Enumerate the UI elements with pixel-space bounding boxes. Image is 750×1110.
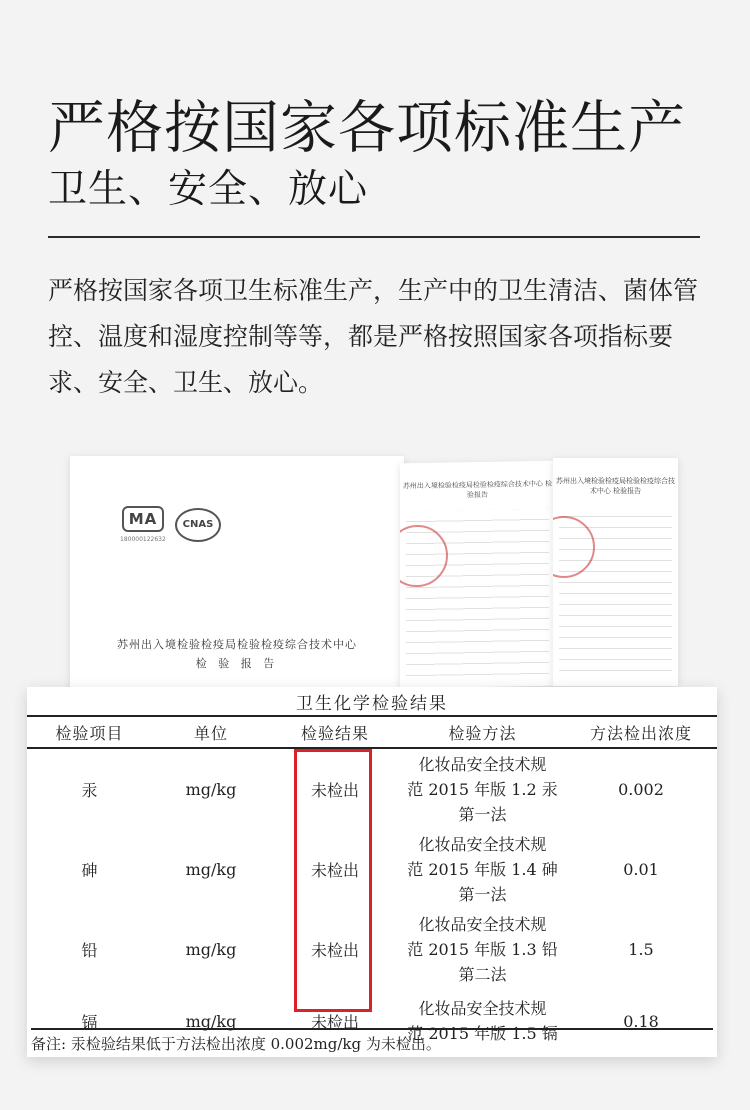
table-row [27,748,717,829]
test-result: 未检出 [310,940,359,960]
body-text: 严格按国家各项卫生标准生产，生产中的卫生清洁、菌体管控、温度和湿度控制等等，都是严格按照国家各项指标要求、安全、卫生、放心。 [48,276,699,397]
table-header-row [27,716,717,748]
detection-limit: 0.18 [623,1011,659,1031]
test-method: 化妆品安全技术规 范 2015 年版 1.2 汞 第一法 [407,754,558,824]
results-title: 卫生化学检验结果 [296,694,448,714]
chemical-results-table-card [27,687,717,1057]
cover-title: 苏州出入境检验检疫局检验检疫综合技术中心 [117,638,357,651]
cover-subtitle: 检 验 报 告 [195,657,279,670]
test-item: 砷 [81,860,98,880]
column-header: 检验结果 [270,716,400,748]
unit: mg/kg [185,779,237,799]
test-method: 化妆品安全技术规 范 2015 年版 1.3 铅 第二法 [407,914,558,984]
test-method: 化妆品安全技术规 范 2015 年版 1.4 砷 第一法 [407,834,558,904]
detection-limit: 0.01 [623,859,659,879]
test-item: 镉 [81,1012,98,1032]
cnas-logo-icon: CNAS [175,508,221,542]
column-header: 单位 [152,716,270,748]
test-result: 未检出 [310,780,359,800]
column-header: 检验项目 [27,716,152,748]
page2-header: 苏州出入境检验检疫局检验检疫综合技术中心 检验报告 [402,479,553,500]
test-method: 化妆品安全技术规 范 2015 年版 1.5 镉 [407,999,558,1043]
report-cover-page [70,456,404,691]
report-documents [0,450,750,700]
detection-limit: 1.5 [628,939,654,959]
headline: 严格按国家各项标准生产 [48,95,686,161]
footnote: 备注: 汞检验结果低于方法检出浓度 0.002mg/kg 为未检出。 [31,1028,713,1054]
test-item: 铅 [81,940,98,960]
page3-header: 苏州出入境检验检疫局检验检疫综合技术中心 检验报告 [556,477,675,495]
report-page-3 [553,458,678,686]
results-table [27,715,717,1053]
test-result: 未检出 [310,860,359,880]
ma-logo-icon: MA [122,506,164,532]
report-page-2 [400,461,555,689]
unit: mg/kg [185,1011,237,1031]
ma-number: 180000122632 [120,536,166,543]
table-row [27,829,717,909]
table-row [27,909,717,989]
test-result: 未检出 [310,1012,359,1032]
column-header: 方法检出浓度 [565,716,717,748]
test-item: 汞 [81,780,98,800]
unit: mg/kg [185,859,237,879]
unit: mg/kg [185,939,237,959]
detection-limit: 0.002 [618,779,664,799]
divider-line [48,236,700,238]
subheadline: 卫生、安全、放心 [48,167,369,212]
result-highlight-box [294,749,372,1012]
column-header: 检验方法 [400,716,565,748]
